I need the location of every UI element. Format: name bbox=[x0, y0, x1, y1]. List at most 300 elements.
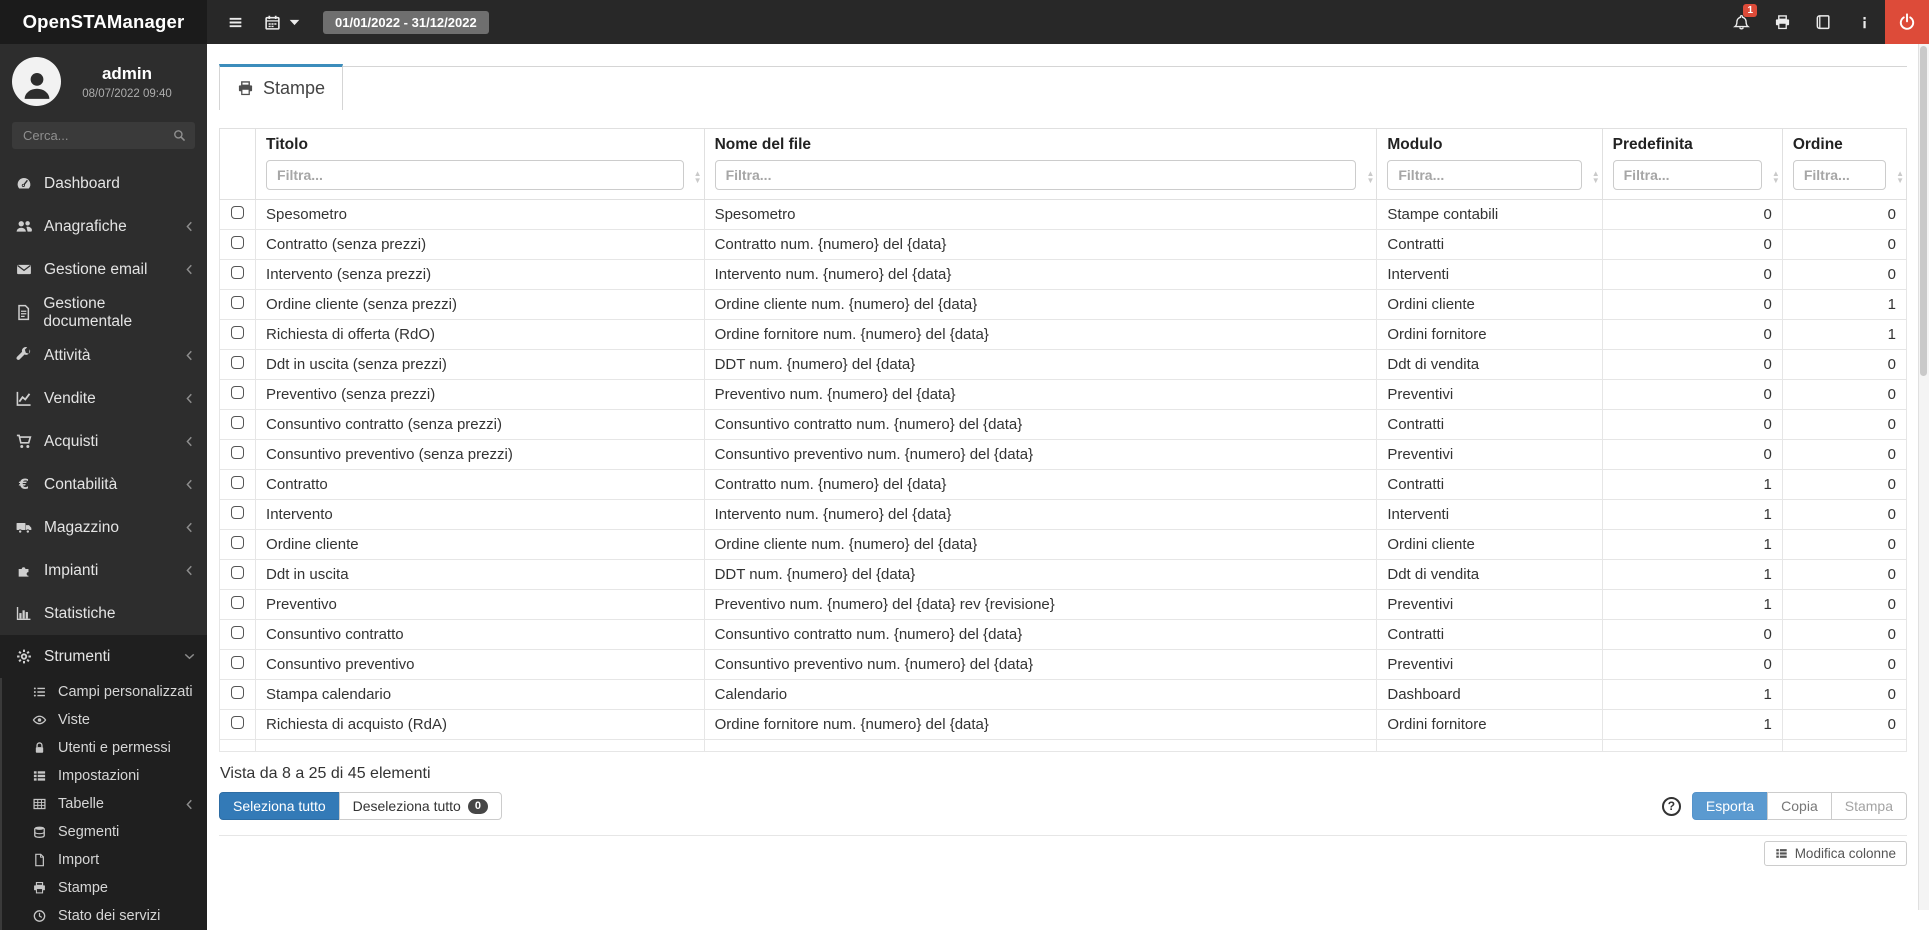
footer-right bbox=[1662, 792, 1907, 820]
export-button-group bbox=[1692, 792, 1907, 820]
chevron-left-icon bbox=[183, 220, 196, 233]
row-checkbox-cell bbox=[220, 470, 256, 500]
cell-ordine: 0 bbox=[1782, 440, 1906, 470]
eye-icon bbox=[31, 713, 48, 727]
cell-modulo: Ddt di vendita bbox=[1377, 560, 1602, 590]
cell-nome-del-file: Consuntivo preventivo num. {numero} del {data} bbox=[704, 650, 1377, 680]
cell-nome-del-file: Consuntivo contratto num. {numero} del {data} bbox=[704, 620, 1377, 650]
cell-titolo: Consuntivo contratto bbox=[256, 620, 705, 650]
partial-cell bbox=[1377, 740, 1602, 752]
sidebar-subitem-label: Segmenti bbox=[58, 824, 120, 840]
chevron-left-icon bbox=[183, 798, 196, 811]
cell-predefinita: 1 bbox=[1602, 710, 1782, 740]
sidebar-item-anagrafiche[interactable] bbox=[0, 205, 207, 248]
column-label: Predefinita bbox=[1612, 136, 1693, 153]
cell-ordine: 0 bbox=[1782, 380, 1906, 410]
help-icon[interactable]: ? bbox=[1662, 797, 1681, 816]
sidebar-subitem-stato-dei-servizi[interactable] bbox=[2, 902, 207, 930]
filter-input-modulo[interactable] bbox=[1387, 160, 1581, 190]
sidebar-subitem-segmenti[interactable] bbox=[2, 818, 207, 846]
cell-ordine: 1 bbox=[1782, 290, 1906, 320]
cell-modulo: Contratti bbox=[1377, 620, 1602, 650]
cell-ordine: 0 bbox=[1782, 650, 1906, 680]
user-meta bbox=[61, 64, 197, 100]
deselect-all-label: Deseleziona tutto bbox=[352, 798, 461, 814]
cell-titolo: Contratto (senza prezzi) bbox=[256, 230, 705, 260]
printer-icon bbox=[1774, 14, 1791, 31]
cell-nome-del-file: DDT num. {numero} del {data} bbox=[704, 350, 1377, 380]
cell-titolo: Preventivo (senza prezzi) bbox=[256, 380, 705, 410]
row-checkbox[interactable] bbox=[231, 296, 244, 309]
cell-ordine: 0 bbox=[1782, 470, 1906, 500]
euro-icon bbox=[13, 476, 35, 493]
info-button[interactable] bbox=[1844, 0, 1885, 44]
cell-predefinita: 0 bbox=[1602, 200, 1782, 230]
row-checkbox[interactable] bbox=[231, 386, 244, 399]
sort-arrows-icon[interactable]: ▲ ▼ bbox=[1896, 169, 1904, 185]
sidebar-search-row bbox=[0, 114, 207, 162]
row-checkbox-cell bbox=[220, 680, 256, 710]
header-cell-predefinita bbox=[1602, 129, 1782, 200]
notifications-button[interactable] bbox=[1721, 0, 1762, 44]
logout-button[interactable] bbox=[1885, 0, 1929, 44]
row-checkbox[interactable] bbox=[231, 326, 244, 339]
truck-icon bbox=[13, 519, 35, 536]
print-button[interactable] bbox=[1762, 0, 1803, 44]
row-checkbox[interactable] bbox=[231, 206, 244, 219]
row-checkbox[interactable] bbox=[231, 536, 244, 549]
sidebar-item-label: Contabilità bbox=[44, 475, 118, 493]
search-icon[interactable] bbox=[173, 129, 186, 142]
scrollbar-thumb[interactable] bbox=[1920, 46, 1927, 376]
cell-predefinita: 0 bbox=[1602, 440, 1782, 470]
cell-nome-del-file: Contratto num. {numero} del {data} bbox=[704, 470, 1377, 500]
edit-columns-button[interactable] bbox=[1764, 841, 1907, 866]
book-icon bbox=[1815, 14, 1832, 31]
cell-nome-del-file: Intervento num. {numero} del {data} bbox=[704, 260, 1377, 290]
cell-nome-del-file: Preventivo num. {numero} del {data} rev {revisione} bbox=[704, 590, 1377, 620]
app-logo[interactable]: OpenSTAManager bbox=[0, 0, 207, 44]
sidebar-toggle-button[interactable] bbox=[227, 14, 244, 31]
list-blocks-icon bbox=[31, 769, 48, 783]
table-row bbox=[220, 380, 1907, 410]
row-checkbox[interactable] bbox=[231, 596, 244, 609]
cell-titolo: Preventivo bbox=[256, 590, 705, 620]
sidebar-item-acquisti[interactable] bbox=[0, 420, 207, 463]
cell-ordine: 0 bbox=[1782, 560, 1906, 590]
header-cell-titolo bbox=[256, 129, 705, 200]
user-icon bbox=[22, 70, 52, 100]
row-checkbox-cell bbox=[220, 410, 256, 440]
cell-nome-del-file: Spesometro bbox=[704, 200, 1377, 230]
table-footer bbox=[219, 763, 1907, 820]
table-row bbox=[220, 710, 1907, 740]
cell-predefinita: 1 bbox=[1602, 680, 1782, 710]
sidebar-item-dashboard[interactable] bbox=[0, 162, 207, 205]
chevron-left-icon bbox=[183, 349, 196, 362]
sidebar-subitem-label: Utenti e permessi bbox=[58, 740, 171, 756]
cell-titolo: Spesometro bbox=[256, 200, 705, 230]
cell-titolo: Contratto bbox=[256, 470, 705, 500]
cell-predefinita: 0 bbox=[1602, 260, 1782, 290]
users-icon bbox=[13, 218, 35, 235]
row-checkbox-cell bbox=[220, 560, 256, 590]
row-checkbox-cell bbox=[220, 290, 256, 320]
cell-predefinita: 0 bbox=[1602, 350, 1782, 380]
tab-stampe[interactable] bbox=[219, 64, 343, 110]
table-row bbox=[220, 470, 1907, 500]
power-icon bbox=[1898, 13, 1916, 31]
cell-predefinita: 0 bbox=[1602, 320, 1782, 350]
cell-titolo: Ordine cliente (senza prezzi) bbox=[256, 290, 705, 320]
sidebar-subitem-label: Impostazioni bbox=[58, 768, 140, 784]
cell-titolo: Consuntivo contratto (senza prezzi) bbox=[256, 410, 705, 440]
cell-predefinita: 0 bbox=[1602, 650, 1782, 680]
cell-ordine: 0 bbox=[1782, 530, 1906, 560]
puzzle-icon bbox=[13, 562, 35, 579]
chevron-left-icon bbox=[183, 435, 196, 448]
cell-ordine: 0 bbox=[1782, 590, 1906, 620]
cell-modulo: Contratti bbox=[1377, 470, 1602, 500]
columns-list-icon bbox=[1775, 847, 1788, 860]
sidebar-item-attivita[interactable] bbox=[0, 334, 207, 377]
cell-predefinita: 1 bbox=[1602, 530, 1782, 560]
cell-predefinita: 0 bbox=[1602, 620, 1782, 650]
row-checkbox-cell bbox=[220, 500, 256, 530]
sidebar-item-label: Dashboard bbox=[44, 174, 120, 192]
table-row bbox=[220, 320, 1907, 350]
cell-titolo: Ddt in uscita (senza prezzi) bbox=[256, 350, 705, 380]
row-checkbox[interactable] bbox=[231, 656, 244, 669]
cell-titolo: Consuntivo preventivo (senza prezzi) bbox=[256, 440, 705, 470]
navbar-left bbox=[207, 11, 489, 34]
cell-ordine: 0 bbox=[1782, 620, 1906, 650]
lock-icon bbox=[31, 741, 48, 755]
sidebar-item-label: Anagrafiche bbox=[44, 217, 127, 235]
row-checkbox[interactable] bbox=[231, 266, 244, 279]
row-checkbox[interactable] bbox=[231, 446, 244, 459]
sidebar-item-contabilita[interactable] bbox=[0, 463, 207, 506]
table-row bbox=[220, 560, 1907, 590]
selected-count-badge: 0 bbox=[468, 799, 488, 814]
cell-predefinita: 0 bbox=[1602, 230, 1782, 260]
row-checkbox[interactable] bbox=[231, 566, 244, 579]
cell-modulo: Stampe contabili bbox=[1377, 200, 1602, 230]
sidebar-search-box bbox=[12, 122, 195, 149]
cell-predefinita: 1 bbox=[1602, 590, 1782, 620]
cell-modulo: Interventi bbox=[1377, 260, 1602, 290]
cart-icon bbox=[13, 433, 35, 450]
bar-chart-icon bbox=[13, 605, 35, 622]
cell-titolo: Consuntivo preventivo bbox=[256, 650, 705, 680]
header-cell-ordine bbox=[1782, 129, 1906, 200]
chevron-left-icon bbox=[183, 564, 196, 577]
main-content bbox=[207, 44, 1929, 910]
chart-line-icon bbox=[13, 390, 35, 407]
table-icon bbox=[31, 797, 48, 811]
sidebar-subitem-label: Campi personalizzati bbox=[58, 684, 193, 700]
chevron-down-icon bbox=[183, 650, 196, 663]
list-icon bbox=[31, 685, 48, 699]
cell-titolo: Intervento (senza prezzi) bbox=[256, 260, 705, 290]
deselect-all-button[interactable] bbox=[339, 792, 502, 820]
cell-titolo: Ddt in uscita bbox=[256, 560, 705, 590]
sidebar-item-label: Impianti bbox=[44, 561, 99, 579]
date-range-badge[interactable]: 01/01/2022 - 31/12/2022 bbox=[323, 11, 489, 34]
row-checkbox[interactable] bbox=[231, 716, 244, 729]
table-row bbox=[220, 620, 1907, 650]
calendar-icon bbox=[264, 14, 281, 31]
partial-cell bbox=[704, 740, 1377, 752]
envelope-icon bbox=[13, 261, 35, 278]
table-row bbox=[220, 230, 1907, 260]
cell-titolo: Richiesta di acquisto (RdA) bbox=[256, 710, 705, 740]
edit-columns-row bbox=[219, 841, 1907, 866]
cell-predefinita: 1 bbox=[1602, 470, 1782, 500]
row-checkbox-cell bbox=[220, 650, 256, 680]
row-checkbox[interactable] bbox=[231, 506, 244, 519]
cell-nome-del-file: Calendario bbox=[704, 680, 1377, 710]
column-label: Ordine bbox=[1792, 136, 1843, 153]
cell-modulo: Interventi bbox=[1377, 500, 1602, 530]
partial-cell bbox=[1782, 740, 1906, 752]
user-panel bbox=[0, 44, 207, 114]
cell-predefinita: 0 bbox=[1602, 290, 1782, 320]
sidebar-item-label: Vendite bbox=[44, 389, 96, 407]
sidebar-item-label: Gestione documentale bbox=[43, 294, 133, 330]
cell-ordine: 0 bbox=[1782, 350, 1906, 380]
cell-predefinita: 0 bbox=[1602, 380, 1782, 410]
cell-modulo: Ordini cliente bbox=[1377, 530, 1602, 560]
chevron-left-icon bbox=[183, 478, 196, 491]
results-info: Vista da 8 a 25 di 45 elementi bbox=[220, 765, 431, 782]
cell-titolo: Richiesta di offerta (RdO) bbox=[256, 320, 705, 350]
row-checkbox-cell bbox=[220, 710, 256, 740]
sidebar-submenu-strumenti bbox=[0, 678, 207, 930]
sort-arrows-icon[interactable]: ▲ ▼ bbox=[1591, 169, 1600, 185]
cell-nome-del-file: Intervento num. {numero} del {data} bbox=[704, 500, 1377, 530]
wrench-icon bbox=[13, 347, 35, 364]
edit-columns-label: Modifica colonne bbox=[1794, 846, 1896, 861]
sidebar-item-label: Magazzino bbox=[44, 518, 119, 536]
sidebar-subitem-stampe[interactable] bbox=[2, 874, 207, 902]
sidebar-item-gestione-documentale[interactable] bbox=[0, 291, 207, 334]
filter-input-predefinita[interactable] bbox=[1613, 160, 1762, 190]
printer-icon bbox=[31, 881, 48, 895]
partial-cell bbox=[1602, 740, 1782, 752]
footer-left bbox=[219, 763, 502, 820]
gear-icon bbox=[13, 648, 35, 665]
cell-modulo: Dashboard bbox=[1377, 680, 1602, 710]
sidebar-subitem-impostazioni[interactable] bbox=[2, 762, 207, 790]
cell-predefinita: 1 bbox=[1602, 560, 1782, 590]
header-cell-modulo bbox=[1377, 129, 1602, 200]
column-label: Titolo bbox=[266, 136, 308, 153]
sort-arrows-icon[interactable]: ▲ ▼ bbox=[1366, 169, 1375, 185]
partial-cell bbox=[220, 740, 256, 752]
file-icon bbox=[31, 853, 48, 867]
row-checkbox-cell bbox=[220, 440, 256, 470]
print-button[interactable]: Stampa bbox=[1831, 792, 1907, 820]
cell-ordine: 0 bbox=[1782, 680, 1906, 710]
sidebar-item-label: Strumenti bbox=[44, 647, 111, 665]
period-dropdown[interactable] bbox=[264, 14, 303, 31]
row-checkbox[interactable] bbox=[231, 416, 244, 429]
sidebar-item-label: Statistiche bbox=[44, 604, 116, 622]
cell-modulo: Preventivi bbox=[1377, 380, 1602, 410]
filter-input-nome-del-file[interactable] bbox=[715, 160, 1357, 190]
sidebar-item-strumenti[interactable] bbox=[0, 635, 207, 678]
cell-modulo: Ordini fornitore bbox=[1377, 710, 1602, 740]
sidebar-item-impianti[interactable] bbox=[0, 549, 207, 592]
table-row bbox=[220, 680, 1907, 710]
column-label: Nome del file bbox=[714, 136, 812, 153]
cell-nome-del-file: Consuntivo contratto num. {numero} del {data} bbox=[704, 410, 1377, 440]
clock-icon bbox=[31, 909, 48, 923]
sidebar-subitem-label: Tabelle bbox=[58, 796, 104, 812]
cell-modulo: Ordini cliente bbox=[1377, 290, 1602, 320]
cell-ordine: 0 bbox=[1782, 710, 1906, 740]
header-cell-nome-del-file bbox=[704, 129, 1377, 200]
database-icon bbox=[31, 825, 48, 839]
sidebar-subitem-label: Import bbox=[58, 852, 100, 868]
table-header-row bbox=[220, 129, 1907, 200]
cell-nome-del-file: Ordine cliente num. {numero} del {data} bbox=[704, 290, 1377, 320]
page-scrollbar[interactable] bbox=[1918, 44, 1929, 910]
cell-ordine: 1 bbox=[1782, 320, 1906, 350]
cell-modulo: Ddt di vendita bbox=[1377, 350, 1602, 380]
table-row bbox=[220, 290, 1907, 320]
filter-input-titolo[interactable] bbox=[266, 160, 684, 190]
cell-nome-del-file: Preventivo num. {numero} del {data} bbox=[704, 380, 1377, 410]
row-checkbox-cell bbox=[220, 620, 256, 650]
navbar-right bbox=[1721, 0, 1929, 44]
partial-cell bbox=[256, 740, 705, 752]
chevron-left-icon bbox=[183, 263, 196, 276]
cell-predefinita: 1 bbox=[1602, 500, 1782, 530]
cell-titolo: Stampa calendario bbox=[256, 680, 705, 710]
table-row bbox=[220, 410, 1907, 440]
cell-nome-del-file: Contratto num. {numero} del {data} bbox=[704, 230, 1377, 260]
chevron-left-icon bbox=[183, 521, 196, 534]
footer-divider bbox=[219, 835, 1907, 836]
cell-predefinita: 0 bbox=[1602, 410, 1782, 440]
page-title: Stampe bbox=[263, 78, 326, 98]
user-name: admin bbox=[101, 63, 153, 83]
export-button[interactable]: Esporta bbox=[1692, 792, 1768, 820]
sidebar-subitem-import[interactable] bbox=[2, 846, 207, 874]
row-checkbox-cell bbox=[220, 200, 256, 230]
prints-table bbox=[219, 128, 1907, 752]
row-checkbox-cell bbox=[220, 380, 256, 410]
sidebar-subitem-utenti-e-permessi[interactable] bbox=[2, 734, 207, 762]
cell-ordine: 0 bbox=[1782, 500, 1906, 530]
sidebar-menu bbox=[0, 162, 207, 930]
table-row bbox=[220, 200, 1907, 230]
login-timestamp: 08/07/2022 09:40 bbox=[82, 87, 172, 100]
sidebar-item-label: Gestione email bbox=[44, 260, 148, 278]
cell-modulo: Contratti bbox=[1377, 410, 1602, 440]
sidebar-subitem-label: Viste bbox=[58, 712, 90, 728]
table-row bbox=[220, 530, 1907, 560]
row-checkbox[interactable] bbox=[231, 626, 244, 639]
sidebar-item-magazzino[interactable] bbox=[0, 506, 207, 549]
row-checkbox[interactable] bbox=[231, 686, 244, 699]
table-head bbox=[220, 129, 1907, 200]
table-row bbox=[220, 350, 1907, 380]
sidebar-item-statistiche[interactable] bbox=[0, 592, 207, 635]
cell-ordine: 0 bbox=[1782, 410, 1906, 440]
row-checkbox[interactable] bbox=[231, 356, 244, 369]
cell-ordine: 0 bbox=[1782, 200, 1906, 230]
table-row bbox=[220, 650, 1907, 680]
cell-modulo: Preventivi bbox=[1377, 590, 1602, 620]
cell-modulo: Preventivi bbox=[1377, 650, 1602, 680]
sidebar-item-label: Attività bbox=[44, 346, 91, 364]
row-checkbox-cell bbox=[220, 320, 256, 350]
sidebar-subitem-tabelle[interactable] bbox=[2, 790, 207, 818]
cell-titolo: Intervento bbox=[256, 500, 705, 530]
cell-ordine: 0 bbox=[1782, 260, 1906, 290]
cell-nome-del-file: Ordine cliente num. {numero} del {data} bbox=[704, 530, 1377, 560]
sidebar-item-vendite[interactable] bbox=[0, 377, 207, 420]
row-checkbox-cell bbox=[220, 230, 256, 260]
cell-nome-del-file: Ordine fornitore num. {numero} del {data} bbox=[704, 320, 1377, 350]
chevron-left-icon bbox=[183, 392, 196, 405]
sidebar bbox=[0, 44, 207, 924]
row-checkbox-cell bbox=[220, 530, 256, 560]
tab-bar bbox=[219, 66, 1907, 110]
selection-button-group bbox=[219, 792, 502, 820]
notification-count-badge: 1 bbox=[1743, 4, 1757, 17]
speedometer-icon bbox=[13, 175, 35, 192]
row-checkbox-cell bbox=[220, 260, 256, 290]
select-all-button[interactable]: Seleziona tutto bbox=[219, 792, 340, 820]
partial-row bbox=[220, 740, 1907, 752]
row-checkbox[interactable] bbox=[231, 476, 244, 489]
sidebar-subitem-viste[interactable] bbox=[2, 706, 207, 734]
row-checkbox-cell bbox=[220, 350, 256, 380]
cell-nome-del-file: DDT num. {numero} del {data} bbox=[704, 560, 1377, 590]
docs-button[interactable] bbox=[1803, 0, 1844, 44]
hamburger-menu-icon bbox=[227, 14, 244, 31]
info-icon bbox=[1856, 14, 1873, 31]
table-row bbox=[220, 260, 1907, 290]
avatar bbox=[12, 57, 61, 106]
caret-down-icon bbox=[286, 14, 303, 31]
sidebar-item-gestione-email[interactable] bbox=[0, 248, 207, 291]
row-checkbox-cell bbox=[220, 590, 256, 620]
table-row bbox=[220, 440, 1907, 470]
prints-table-wrap bbox=[219, 128, 1907, 752]
sidebar-item-label: Acquisti bbox=[44, 432, 99, 450]
sidebar-subitem-campi-personalizzati[interactable] bbox=[2, 678, 207, 706]
sort-arrows-icon[interactable]: ▲ ▼ bbox=[693, 169, 702, 185]
sidebar-subitem-label: Stampe bbox=[58, 880, 108, 896]
search-input[interactable] bbox=[21, 127, 167, 144]
sort-arrows-icon[interactable]: ▲ ▼ bbox=[1771, 169, 1780, 185]
cell-titolo: Ordine cliente bbox=[256, 530, 705, 560]
copy-button[interactable]: Copia bbox=[1767, 792, 1832, 820]
cell-nome-del-file: Ordine fornitore num. {numero} del {data} bbox=[704, 710, 1377, 740]
row-checkbox[interactable] bbox=[231, 236, 244, 249]
cell-modulo: Ordini fornitore bbox=[1377, 320, 1602, 350]
filter-input-ordine[interactable] bbox=[1793, 160, 1886, 190]
printer-icon bbox=[237, 80, 254, 97]
table-row bbox=[220, 590, 1907, 620]
top-navbar bbox=[0, 0, 1929, 44]
cell-modulo: Contratti bbox=[1377, 230, 1602, 260]
